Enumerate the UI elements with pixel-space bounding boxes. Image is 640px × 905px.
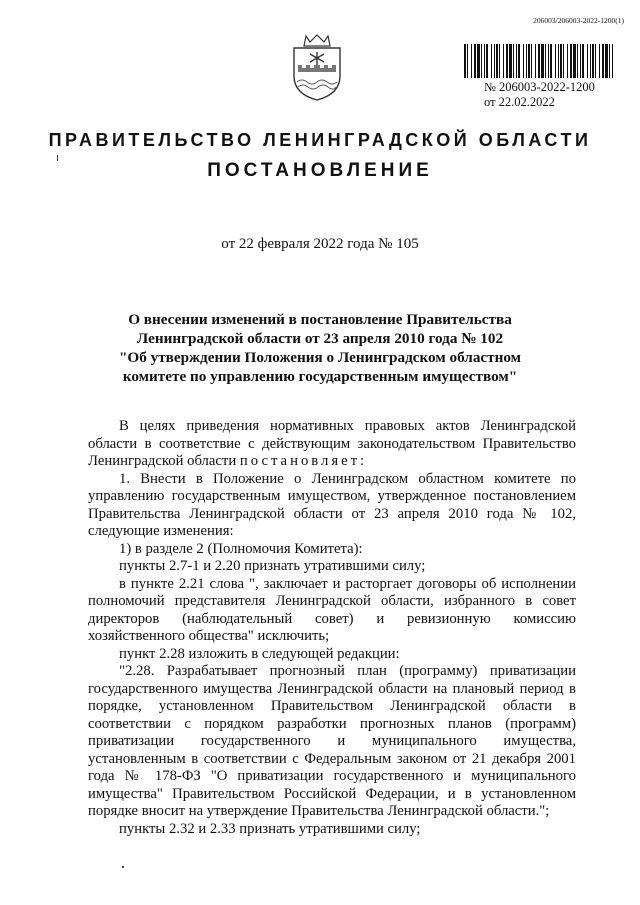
paragraph: пункт 2.28 изложить в следующей редакции:	[119, 645, 400, 662]
scan-mark	[122, 866, 124, 868]
resolution-date-number: от 22 февраля 2022 года № 105	[221, 236, 419, 252]
document-body	[88, 418, 576, 838]
paragraph: пункты 2.32 и 2.33 признать утратившими силу;	[119, 820, 421, 837]
subject-line: О внесении изменений в постановление Правительства	[128, 311, 512, 328]
subject-line: комитете по управлению государственным имуществом"	[122, 368, 518, 385]
barcode-icon	[464, 44, 616, 78]
subject-line: Ленинградской области от 23 апреля 2010 года № 102	[136, 330, 504, 347]
paragraph: 1) в разделе 2 (Полномочия Комитета):	[119, 540, 363, 557]
registration-date: от 22.02.2022	[484, 95, 555, 109]
paragraph: "2.28. Разрабатывает прогнозный план (программу) приватизации государственного имущества Ленинградской области на плановый период в порядке, установленном Правительством Ленинградской области в соответствии с порядком разработки прогнозных планов (программ) приватизации государственного и муниципального имущества, установленным в соответствии с Федеральным законом от 21 декабря 2001 года № 178-ФЗ "О приватизации государственного и муниципального имущества" Правительством Российской Федерации, и в установленном порядке вносит на утверждение Правительства Ленинградской области.";	[88, 663, 576, 819]
paragraph: 1. Внести в Положение о Ленинградском областном комитете по управлению государственным имуществом, утвержденное постановлением Правительства Ленинградской области от 23 апреля 2010 года № 102, следующие изменения:	[88, 470, 576, 539]
document-code: 206003/206003-2022-1200(1)	[533, 16, 624, 25]
paragraph-text: В целях приведения нормативных правовых актов Ленинградской области в соответствие с действующим законодательством Правительство Ленинградской области	[88, 418, 576, 469]
paragraph	[88, 418, 576, 471]
paragraph: в пункте 2.21 слова ", заключает и расторгает договоры об исполнении полномочий представителя Ленинградской области, избранного в совет директоров (наблюдательный совет) и ревизионную комиссию хозяйственного общества" исключить;	[88, 575, 576, 644]
subject-line: "Об утверждении Положения о Ленинградском областном	[118, 349, 522, 366]
resolution-subject	[110, 310, 530, 386]
document-type: ПОСТАНОВЛЕНИЕ	[207, 160, 433, 181]
registration-block	[484, 80, 595, 110]
decree-word: постановляет:	[239, 453, 368, 469]
registration-number: № 206003-2022-1200	[484, 80, 595, 94]
government-title: ПРАВИТЕЛЬСТВО ЛЕНИНГРАДСКОЙ ОБЛАСТИ	[48, 130, 592, 150]
paragraph: пункты 2.7-1 и 2.20 признать утратившими силу;	[119, 558, 426, 574]
coat-of-arms-icon	[286, 32, 348, 102]
